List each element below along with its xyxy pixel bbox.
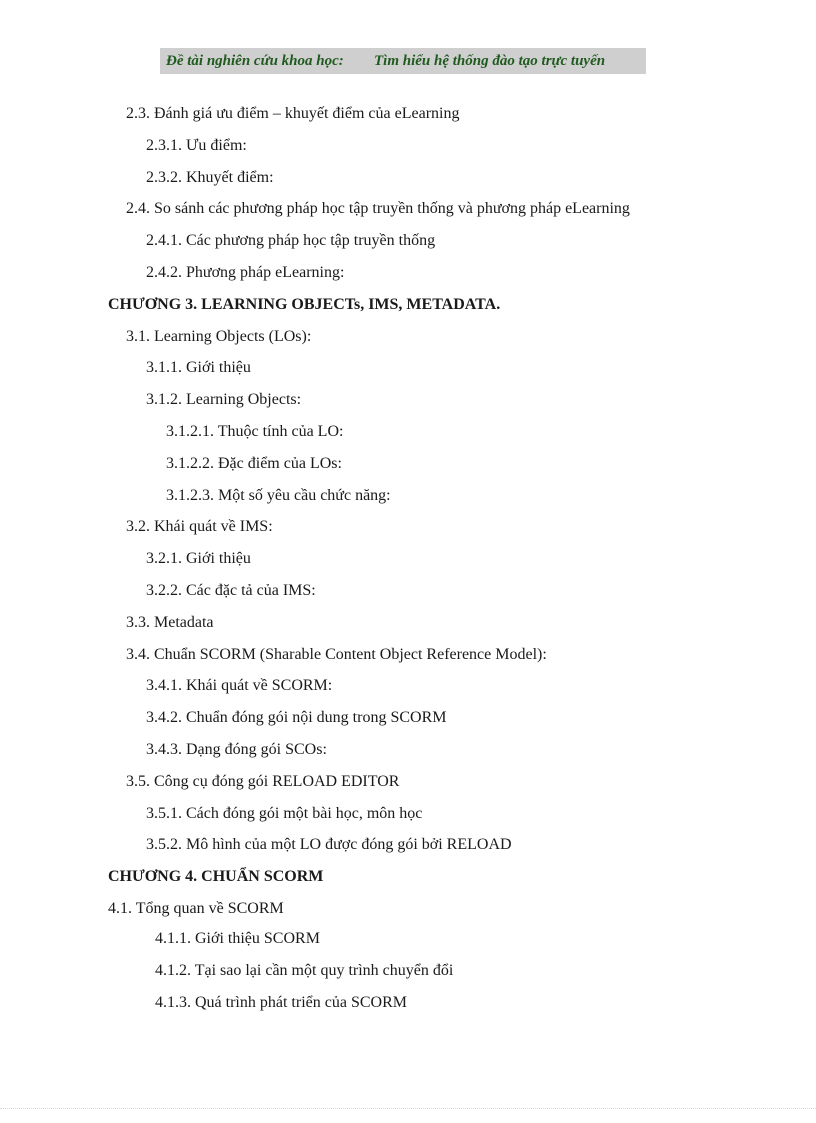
header-right-text: Tìm hiểu hệ thống đào tạo trực tuyến bbox=[374, 53, 606, 69]
toc-item: 3.4.3. Dạng đóng gói SCOs: bbox=[146, 741, 327, 758]
toc-item: 4.1.3. Quá trình phát triển của SCORM bbox=[155, 994, 407, 1011]
toc-item: 2.4. So sánh các phương pháp học tập truyền thống và phương pháp eLearning bbox=[126, 200, 630, 217]
toc-item: 3.1.1. Giới thiệu bbox=[146, 359, 251, 376]
toc-item: 3.5.2. Mô hình của một LO được đóng gói bởi RELOAD bbox=[146, 836, 512, 853]
toc-item: 4.1. Tổng quan về SCORM bbox=[108, 900, 284, 917]
toc-item: 4.1.2. Tại sao lại cần một quy trình chuyển đổi bbox=[155, 962, 454, 979]
toc-item: 3.1.2.2. Đặc điểm của LOs: bbox=[166, 455, 342, 472]
page-bottom-rule bbox=[0, 1108, 816, 1109]
toc-item: 3.2.1. Giới thiệu bbox=[146, 550, 251, 567]
toc-item: 2.4.1. Các phương pháp học tập truyền thống bbox=[146, 232, 436, 249]
toc-item: 4.1.1. Giới thiệu SCORM bbox=[155, 930, 320, 947]
toc-item: 3.1. Learning Objects (LOs): bbox=[126, 328, 312, 345]
toc-item: 3.4.2. Chuẩn đóng gói nội dung trong SCORM bbox=[146, 709, 447, 726]
toc-chapter: CHƯƠNG 4. CHUẨN SCORM bbox=[108, 868, 324, 885]
toc-item: 3.4. Chuẩn SCORM (Sharable Content Object Reference Model): bbox=[126, 646, 547, 663]
toc-item: 3.1.2.1. Thuộc tính của LO: bbox=[166, 423, 344, 440]
toc-item: 3.3. Metadata bbox=[126, 614, 214, 631]
toc-item: 3.4.1. Khái quát về SCORM: bbox=[146, 677, 333, 694]
toc-item: 3.5. Công cụ đóng gói RELOAD EDITOR bbox=[126, 773, 400, 790]
toc-chapter: CHƯƠNG 3. LEARNING OBJECTs, IMS, METADATA. bbox=[108, 296, 501, 313]
toc-item: 2.3. Đánh giá ưu điểm – khuyết điểm của eLearning bbox=[126, 105, 460, 122]
toc-item: 3.1.2.3. Một số yêu cầu chức năng: bbox=[166, 487, 391, 504]
toc-item: 3.5.1. Cách đóng gói một bài học, môn học bbox=[146, 805, 423, 822]
header-left-text: Đề tài nghiên cứu khoa học: bbox=[166, 53, 344, 69]
toc-item: 2.3.1. Ưu điểm: bbox=[146, 137, 247, 154]
toc-item: 2.3.2. Khuyết điểm: bbox=[146, 169, 274, 186]
toc-item: 3.2. Khái quát về IMS: bbox=[126, 518, 273, 535]
toc-item: 3.2.2. Các đặc tả của IMS: bbox=[146, 582, 316, 599]
page-header bbox=[160, 48, 646, 74]
toc-item: 2.4.2. Phương pháp eLearning: bbox=[146, 264, 345, 281]
toc-item: 3.1.2. Learning Objects: bbox=[146, 391, 302, 408]
